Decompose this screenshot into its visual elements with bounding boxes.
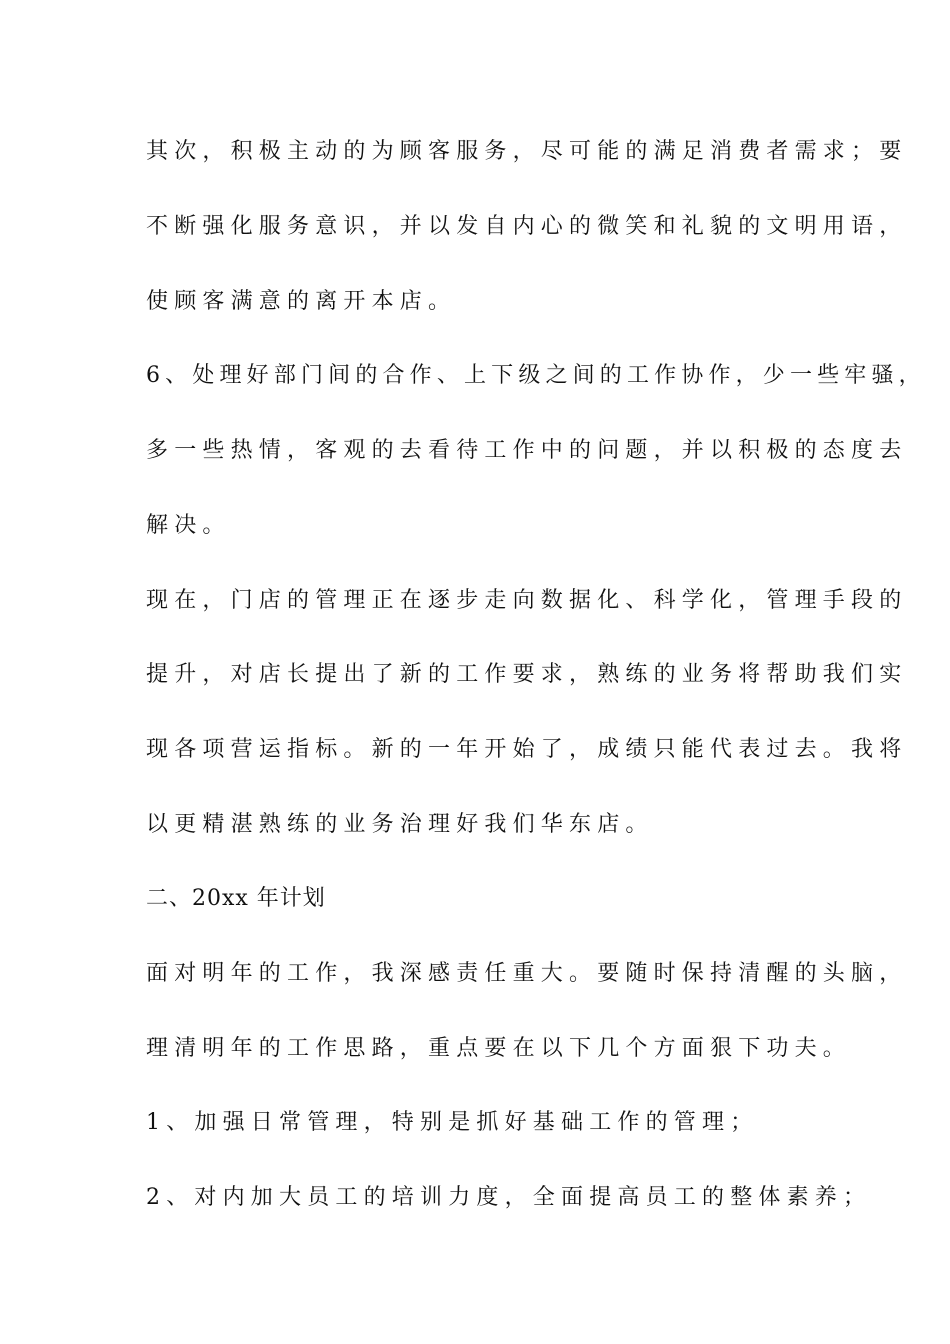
list-item: 1、加强日常管理，特别是抓好基础工作的管理； [146, 1110, 759, 1135]
text-line: 提升，对店长提出了新的工作要求，熟练的业务将帮助我们实 [146, 662, 908, 687]
text-line: 不断强化服务意识，并以发自内心的微笑和礼貌的文明用语， [146, 214, 908, 239]
text-line: 现各项营运指标。新的一年开始了，成绩只能代表过去。我将 [146, 737, 908, 762]
text-line: 多一些热情，客观的去看待工作中的问题，并以积极的态度去 [146, 438, 908, 463]
text-line: 解决。 [146, 513, 231, 538]
text-line: 现在，门店的管理正在逐步走向数据化、科学化，管理手段的 [146, 588, 908, 613]
list-item: 2、对内加大员工的培训力度，全面提高员工的整体素养； [146, 1185, 872, 1210]
section-heading: 二、20xx 年计划 [146, 886, 326, 911]
text-line: 面对明年的工作，我深感责任重大。要随时保持清醒的头脑， [146, 961, 908, 986]
text-line: 使顾客满意的离开本店。 [146, 289, 457, 314]
text-line: 理清明年的工作思路，重点要在以下几个方面狠下功夫。 [146, 1036, 852, 1061]
text-line: 以更精湛熟练的业务治理好我们华东店。 [146, 812, 654, 837]
text-line: 6、处理好部门间的合作、上下级之间的工作协作，少一些牢骚， [146, 363, 926, 388]
text-line: 其次，积极主动的为顾客服务，尽可能的满足消费者需求；要 [146, 139, 908, 164]
